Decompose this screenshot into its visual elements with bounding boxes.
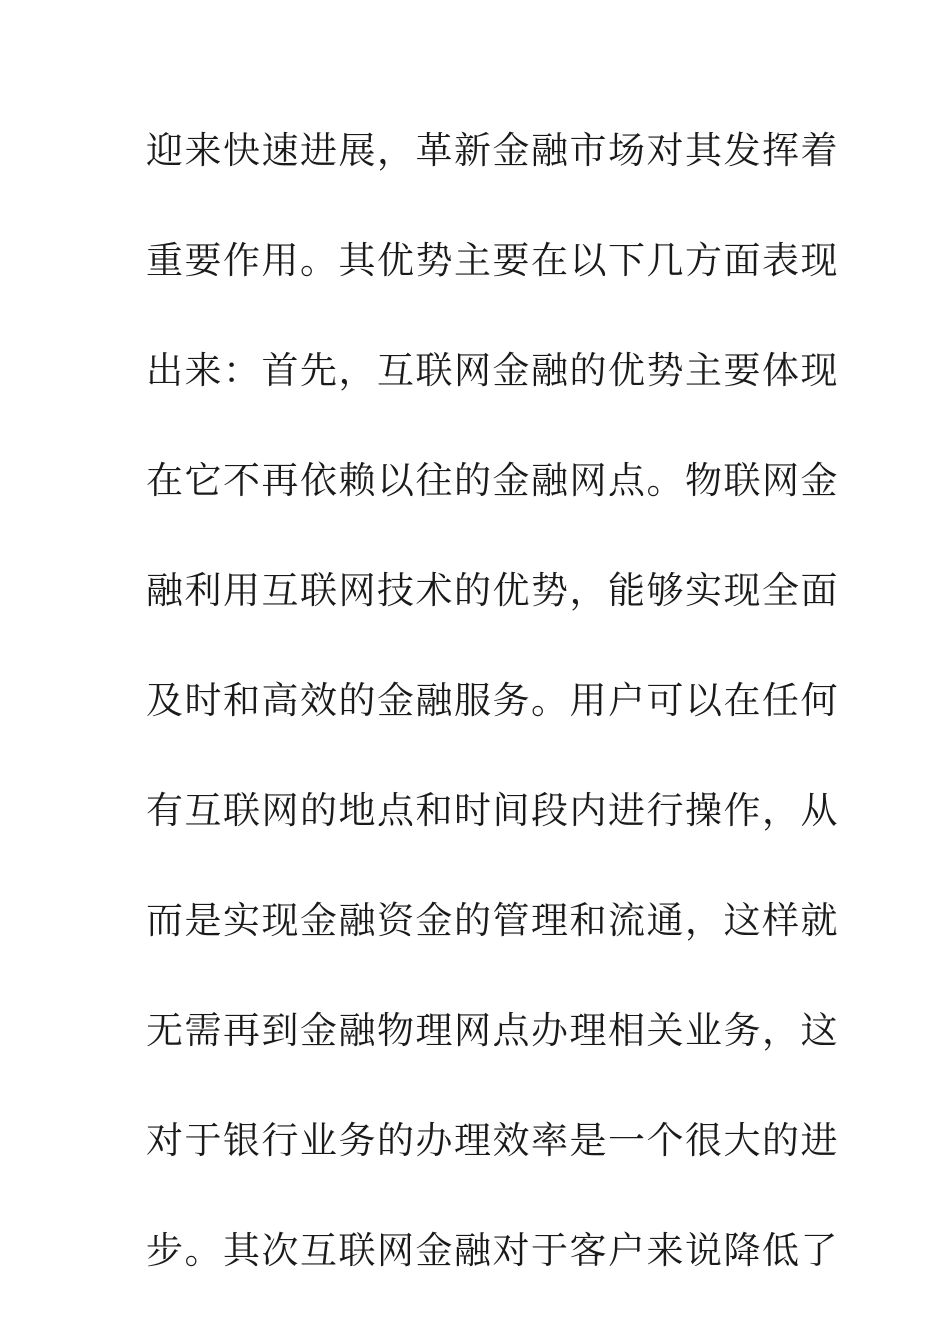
text-line-4: 在它不再依赖以往的金融网点。物联网金 <box>146 459 839 502</box>
text-line-1: 迎来快速进展，革新金融市场对其发挥着 <box>146 129 839 172</box>
text-line-10: 对于银行业务的办理效率是一个很大的进 <box>146 1119 839 1162</box>
text-line-11: 步。其次互联网金融对于客户来说降低了 <box>146 1229 839 1272</box>
text-line-9: 无需再到金融物理网点办理相关业务，这 <box>146 1009 839 1052</box>
body-text <box>146 120 839 1330</box>
text-line-5: 融利用互联网技术的优势，能够实现全面 <box>146 569 839 612</box>
text-line-3: 出来：首先，互联网金融的优势主要体现 <box>146 349 839 392</box>
text-line-2: 重要作用。其优势主要在以下几方面表现 <box>146 239 839 282</box>
text-line-8: 而是实现金融资金的管理和流通，这样就 <box>146 899 839 942</box>
text-line-7: 有互联网的地点和时间段内进行操作，从 <box>146 789 839 832</box>
text-line-6: 及时和高效的金融服务。用户可以在任何 <box>146 679 839 722</box>
